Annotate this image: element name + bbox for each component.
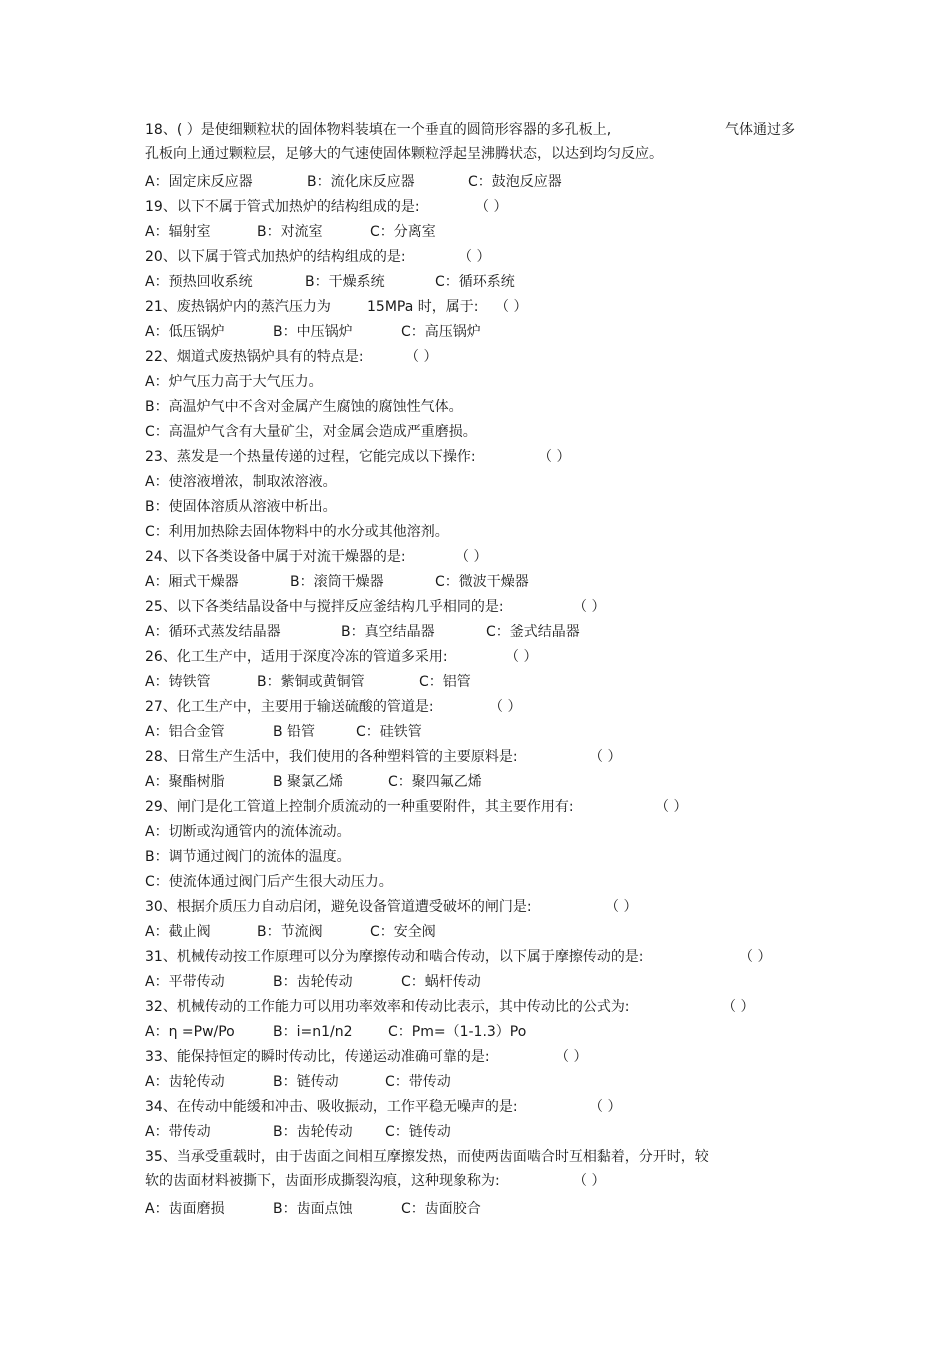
question-stem-tail: 气体通过多 <box>725 122 795 138</box>
question-stem-b: 15MPa 时，属于: <box>367 299 479 315</box>
question-35 <box>145 1145 825 1170</box>
question-21 <box>145 295 825 320</box>
answer-blank: （ ） <box>573 599 606 615</box>
option-b: B：使固体溶质从溶液中析出。 <box>145 499 337 515</box>
answer-blank: （ ） <box>655 799 688 815</box>
question-30 <box>145 895 825 920</box>
answer-blank: （ ） <box>405 349 438 365</box>
option-b: B：滚筒干燥器 <box>290 574 384 590</box>
option-a: A：循环式蒸发结晶器 <box>145 624 281 640</box>
question-32 <box>145 995 825 1020</box>
question-33 <box>145 1045 825 1070</box>
answer-options <box>145 920 825 945</box>
option-b: B：干燥系统 <box>305 274 385 290</box>
answer-blank: （ ） <box>722 999 755 1015</box>
answer-blank: （ ） <box>739 949 772 965</box>
option-a: A：厢式干燥器 <box>145 574 239 590</box>
question-27 <box>145 695 825 720</box>
option-a: A：聚酯树脂 <box>145 774 225 790</box>
question-28 <box>145 745 825 770</box>
option-b: B：对流室 <box>257 224 323 240</box>
option-c: C：Pm=（1-1.3）Po <box>388 1024 527 1040</box>
option-a: A：铸铁管 <box>145 674 211 690</box>
question-29 <box>145 795 825 820</box>
option-c: C：铝管 <box>419 674 471 690</box>
question-22 <box>145 345 825 370</box>
question-24 <box>145 545 825 570</box>
answer-options <box>145 770 825 795</box>
option-c: C：硅铁管 <box>356 724 422 740</box>
option-a: A：辐射室 <box>145 224 211 240</box>
question-stem: 25、以下各类结晶设备中与搅拌反应釜结构几乎相同的是: <box>145 599 504 615</box>
option-a: A：切断或沟通管内的流体流动。 <box>145 824 351 840</box>
question-stem: 18、( ）是使细颗粒状的固体物料装填在一个垂直的圆筒形容器的多孔板上, <box>145 122 612 138</box>
option-c: C：釜式结晶器 <box>486 624 580 640</box>
option-a: A：齿轮传动 <box>145 1074 225 1090</box>
question-23 <box>145 445 825 470</box>
question-stem: 33、能保持恒定的瞬时传动比，传递运动准确可靠的是: <box>145 1049 490 1065</box>
question-stem: 29、闸门是化工管道上控制介质流动的一种重要附件，其主要作用有: <box>145 799 574 815</box>
answer-options <box>145 1020 825 1045</box>
answer-options <box>145 320 825 345</box>
question-stem: 22、烟道式废热锅炉具有的特点是: <box>145 349 364 365</box>
option-c: C：高压锅炉 <box>401 324 481 340</box>
answer-blank: （ ） <box>589 1099 622 1115</box>
option-b: B：流化床反应器 <box>307 174 415 190</box>
answer-blank: （ ） <box>495 299 528 315</box>
answer-options <box>145 1192 825 1222</box>
question-stem: 31、机械传动按工作原理可以分为摩擦传动和啮合传动，以下属于摩擦传动的是: <box>145 949 644 965</box>
option-b: B：真空结晶器 <box>341 624 435 640</box>
option-c: C：带传动 <box>385 1074 451 1090</box>
option-a: A：齿面磨损 <box>145 1201 225 1217</box>
option-b: B：高温炉气中不含对金属产生腐蚀的腐蚀性气体。 <box>145 399 463 415</box>
answer-blank: （ ） <box>505 649 538 665</box>
option-b: B：齿轮传动 <box>273 1124 353 1140</box>
option-b: B：节流阀 <box>257 924 323 940</box>
option-b: B：链传动 <box>273 1074 339 1090</box>
answer-blank: （ ） <box>555 1049 588 1065</box>
answer-blank: （ ） <box>573 1173 606 1189</box>
option-c: C：分离室 <box>370 224 436 240</box>
question-stem: 19、以下不属于管式加热炉的结构组成的是: <box>145 199 420 215</box>
question-20 <box>145 245 825 270</box>
question-stem: 21、废热锅炉内的蒸汽压力为 <box>145 299 331 315</box>
answer-blank: （ ） <box>489 699 522 715</box>
question-stem-continued: 软的齿面材料被撕下，齿面形成撕裂沟痕，这种现象称为: （ ） <box>145 1170 825 1192</box>
answer-options <box>145 720 825 745</box>
option-c: C：利用加热除去固体物料中的水分或其他溶剂。 <box>145 524 449 540</box>
option-c: C：安全阀 <box>370 924 436 940</box>
answer-blank: （ ） <box>538 449 571 465</box>
option-b: B：i=n1/n2 <box>273 1024 353 1040</box>
question-18 <box>145 118 825 143</box>
option-a: A：炉气压力高于大气压力。 <box>145 374 323 390</box>
question-26 <box>145 645 825 670</box>
option-a: A：铝合金管 <box>145 724 225 740</box>
question-stem: 28、日常生产生活中，我们使用的各种塑料管的主要原料是: <box>145 749 518 765</box>
option-a: A：低压锅炉 <box>145 324 225 340</box>
option-a: A：使溶液增浓，制取浓溶液。 <box>145 474 337 490</box>
option-c: C：聚四氟乙烯 <box>388 774 482 790</box>
option-c: C：使流体通过阀门后产生很大动压力。 <box>145 874 393 890</box>
question-stem-continued: 孔板向上通过颗粒层，足够大的气速使固体颗粒浮起呈沸腾状态，以达到均匀反应。 <box>145 146 663 162</box>
answer-blank: （ ） <box>458 249 491 265</box>
option-c: C：齿面胶合 <box>401 1201 481 1217</box>
option-b: B：调节通过阀门的流体的温度。 <box>145 849 351 865</box>
answer-options <box>145 270 825 295</box>
option-b: B 聚氯乙烯 <box>273 774 344 790</box>
option-c: C：循环系统 <box>435 274 515 290</box>
question-stem: 24、以下各类设备中属于对流干燥器的是: <box>145 549 406 565</box>
answer-blank: （ ） <box>589 749 622 765</box>
answer-blank: （ ） <box>605 899 638 915</box>
option-a: A：截止阀 <box>145 924 211 940</box>
option-a: A：平带传动 <box>145 974 225 990</box>
option-a: A：固定床反应器 <box>145 174 253 190</box>
answer-options <box>145 670 825 695</box>
option-a: A：预热回收系统 <box>145 274 253 290</box>
option-c: C：微波干燥器 <box>435 574 529 590</box>
question-stem: 27、化工生产中，主要用于输送硫酸的管道是: <box>145 699 434 715</box>
question-19 <box>145 195 825 220</box>
answer-options <box>145 1120 825 1145</box>
option-c: C：高温炉气含有大量矿尘，对金属会造成严重磨损。 <box>145 424 477 440</box>
option-b: B：齿轮传动 <box>273 974 353 990</box>
option-b: B：紫铜或黄铜管 <box>257 674 365 690</box>
option-b: B：中压锅炉 <box>273 324 353 340</box>
option-a: A：η =Pw/Po <box>145 1024 235 1040</box>
option-a: A：带传动 <box>145 1124 211 1140</box>
question-31 <box>145 945 825 970</box>
question-stem: 30、根据介质压力自动启闭，避免设备管道遭受破坏的闸门是: <box>145 899 532 915</box>
question-page <box>145 118 825 1222</box>
answer-options <box>145 620 825 645</box>
answer-options <box>145 970 825 995</box>
answer-options <box>145 1070 825 1095</box>
question-stem: 35、当承受重载时，由于齿面之间相互摩擦发热，而使两齿面啮合时互相黏着，分开时，较 <box>145 1149 709 1165</box>
option-c: C：链传动 <box>385 1124 451 1140</box>
question-25 <box>145 595 825 620</box>
answer-blank: （ ） <box>455 549 488 565</box>
question-stem: 23、蒸发是一个热量传递的过程，它能完成以下操作: <box>145 449 476 465</box>
option-b: B 铅管 <box>273 724 316 740</box>
question-34 <box>145 1095 825 1120</box>
option-b: B：齿面点蚀 <box>273 1201 353 1217</box>
answer-options <box>145 220 825 245</box>
option-c: C：蜗杆传动 <box>401 974 481 990</box>
answer-options <box>145 570 825 595</box>
answer-blank: （ ） <box>475 199 508 215</box>
answer-options <box>145 165 825 195</box>
option-c: C：鼓泡反应器 <box>468 174 562 190</box>
question-stem: 32、机械传动的工作能力可以用功率效率和传动比表示，其中传动比的公式为: <box>145 999 630 1015</box>
question-stem: 20、以下属于管式加热炉的结构组成的是: <box>145 249 406 265</box>
question-stem: 34、在传动中能缓和冲击、吸收振动，工作平稳无噪声的是: <box>145 1099 518 1115</box>
question-stem: 26、化工生产中，适用于深度冷冻的管道多采用: <box>145 649 448 665</box>
